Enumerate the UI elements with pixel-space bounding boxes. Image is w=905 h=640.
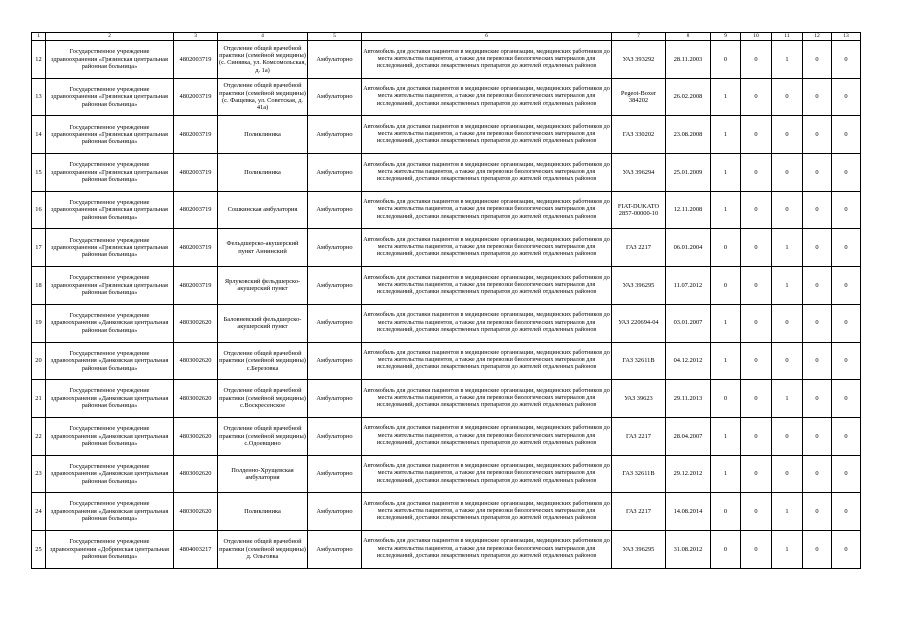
row-number: 18 (32, 267, 46, 305)
mode-cell: Амбулаторно (308, 41, 362, 79)
vehicle-model-cell: Pegeot-Boxer 384202 (612, 78, 666, 116)
mode-cell: Амбулаторно (308, 116, 362, 154)
purpose-cell: Автомобиль для доставки пациентов в медицинские организации, медицинских работников до места жительства пациентов, а также для перевозки биологических материалов для исследований, доставки лекарственных препаратов до жителей отдаленных районов (362, 154, 612, 192)
mode-cell: Амбулаторно (308, 530, 362, 568)
organization-cell: Государственное учреждение здравоохранения «Данковская центральная районная больница» (46, 304, 174, 342)
row-number: 12 (32, 41, 46, 79)
col10-cell: 0 (741, 154, 772, 192)
organization-cell: Государственное учреждение здравоохранения «Данковская центральная районная больница» (46, 493, 174, 531)
col10-cell: 0 (741, 78, 772, 116)
col12-cell: 0 (803, 229, 832, 267)
table-header-row (32, 33, 861, 41)
purpose-cell: Автомобиль для доставки пациентов в медицинские организации, медицинских работников до места жительства пациентов, а также для перевозки биологических материалов для исследований, доставки лекарственных препаратов до жителей отдаленных районов (362, 41, 612, 79)
code-cell: 4802003719 (174, 78, 218, 116)
table-row (32, 455, 861, 493)
code-cell: 4802003719 (174, 154, 218, 192)
column-header-7: 7 (612, 33, 666, 41)
row-number: 15 (32, 154, 46, 192)
department-cell: Отделение общей врачебной практики (семейной медицины) (с. Фащевка, ул. Советская, д. 41а) (218, 78, 308, 116)
col10-cell: 0 (741, 191, 772, 229)
col13-cell: 0 (832, 154, 861, 192)
col9-cell: 0 (711, 380, 741, 418)
col10-cell: 0 (741, 116, 772, 154)
table-row (32, 41, 861, 79)
col11-cell: 0 (772, 304, 803, 342)
table-row (32, 154, 861, 192)
mode-cell: Амбулаторно (308, 304, 362, 342)
col11-cell: 0 (772, 78, 803, 116)
purpose-cell: Автомобиль для доставки пациентов в медицинские организации, медицинских работников до места жительства пациентов, а также для перевозки биологических материалов для исследований, доставки лекарственных препаратов до жителей отдаленных районов (362, 304, 612, 342)
code-cell: 4803002620 (174, 380, 218, 418)
col9-cell: 1 (711, 417, 741, 455)
col9-cell: 1 (711, 191, 741, 229)
column-header-11: 11 (772, 33, 803, 41)
date-cell: 06.01.2004 (666, 229, 711, 267)
col10-cell: 0 (741, 304, 772, 342)
table-row (32, 530, 861, 568)
date-cell: 25.01.2009 (666, 154, 711, 192)
date-cell: 03.01.2007 (666, 304, 711, 342)
col12-cell: 0 (803, 41, 832, 79)
col11-cell: 1 (772, 530, 803, 568)
purpose-cell: Автомобиль для доставки пациентов в медицинские организации, медицинских работников до места жительства пациентов, а также для перевозки биологических материалов для исследований, доставки лекарственных препаратов до жителей отдаленных районов (362, 116, 612, 154)
col9-cell: 1 (711, 116, 741, 154)
department-cell: Отделение общей врачебной практики (семейной медицины) (с. Синявка, ул. Комсомольская, д. 1а) (218, 41, 308, 79)
department-cell: Поликлиника (218, 154, 308, 192)
col13-cell: 0 (832, 493, 861, 531)
table-row (32, 78, 861, 116)
organization-cell: Государственное учреждение здравоохранения «Данковская центральная районная больница» (46, 455, 174, 493)
column-header-13: 13 (832, 33, 861, 41)
col12-cell: 0 (803, 493, 832, 531)
vehicle-model-cell: ГАЗ 2217 (612, 229, 666, 267)
col10-cell: 0 (741, 41, 772, 79)
col10-cell: 0 (741, 530, 772, 568)
col12-cell: 0 (803, 455, 832, 493)
purpose-cell: Автомобиль для доставки пациентов в медицинские организации, медицинских работников до места жительства пациентов, а также для перевозки биологических материалов для исследований, доставки лекарственных препаратов до жителей отдаленных районов (362, 530, 612, 568)
table-row (32, 493, 861, 531)
purpose-cell: Автомобиль для доставки пациентов в медицинские организации, медицинских работников до места жительства пациентов, а также для перевозки биологических материалов для исследований, доставки лекарственных препаратов до жителей отдаленных районов (362, 78, 612, 116)
row-number: 25 (32, 530, 46, 568)
vehicle-model-cell: ГАЗ 330202 (612, 116, 666, 154)
vehicles-table (31, 32, 861, 569)
code-cell: 4803002620 (174, 342, 218, 380)
vehicle-model-cell: ГАЗ 32611В (612, 342, 666, 380)
col9-cell: 1 (711, 154, 741, 192)
column-header-9: 9 (711, 33, 741, 41)
organization-cell: Государственное учреждение здравоохранения «Грязинская центральная районная больница» (46, 267, 174, 305)
column-header-1: 1 (32, 33, 46, 41)
col13-cell: 0 (832, 304, 861, 342)
vehicle-model-cell: ГАЗ 32611В (612, 455, 666, 493)
department-cell: Поликлиника (218, 493, 308, 531)
date-cell: 23.08.2008 (666, 116, 711, 154)
department-cell: Полденно-Хрущевская амбулатория (218, 455, 308, 493)
col12-cell: 0 (803, 342, 832, 380)
organization-cell: Государственное учреждение здравоохранения «Грязинская центральная районная больница» (46, 116, 174, 154)
code-cell: 4802003719 (174, 267, 218, 305)
col11-cell: 0 (772, 417, 803, 455)
organization-cell: Государственное учреждение здравоохранения «Данковская центральная районная больница» (46, 342, 174, 380)
column-header-10: 10 (741, 33, 772, 41)
mode-cell: Амбулаторно (308, 229, 362, 267)
code-cell: 4803002620 (174, 304, 218, 342)
row-number: 23 (32, 455, 46, 493)
column-header-2: 2 (46, 33, 174, 41)
column-header-5: 5 (308, 33, 362, 41)
date-cell: 28.04.2007 (666, 417, 711, 455)
date-cell: 31.08.2012 (666, 530, 711, 568)
col10-cell: 0 (741, 380, 772, 418)
department-cell: Сошкинская амбулатория (218, 191, 308, 229)
col10-cell: 0 (741, 229, 772, 267)
date-cell: 04.12.2012 (666, 342, 711, 380)
department-cell: Отделение общей врачебной практики (семейной медицины) с.Березовка (218, 342, 308, 380)
mode-cell: Амбулаторно (308, 493, 362, 531)
mode-cell: Амбулаторно (308, 78, 362, 116)
purpose-cell: Автомобиль для доставки пациентов в медицинские организации, медицинских работников до места жительства пациентов, а также для перевозки биологических материалов для исследований, доставки лекарственных препаратов до жителей отдаленных районов (362, 417, 612, 455)
vehicle-model-cell: ГАЗ 2217 (612, 417, 666, 455)
column-header-6: 6 (362, 33, 612, 41)
col9-cell: 1 (711, 78, 741, 116)
purpose-cell: Автомобиль для доставки пациентов в медицинские организации, медицинских работников до места жительства пациентов, а также для перевозки биологических материалов для исследований, доставки лекарственных препаратов до жителей отдаленных районов (362, 493, 612, 531)
table-row (32, 116, 861, 154)
table-row (32, 229, 861, 267)
purpose-cell: Автомобиль для доставки пациентов в медицинские организации, медицинских работников до места жительства пациентов, а также для перевозки биологических материалов для исследований, доставки лекарственных препаратов до жителей отдаленных районов (362, 267, 612, 305)
date-cell: 28.11.2003 (666, 41, 711, 79)
col13-cell: 0 (832, 417, 861, 455)
col11-cell: 0 (772, 342, 803, 380)
col13-cell: 0 (832, 41, 861, 79)
column-header-4: 4 (218, 33, 308, 41)
col12-cell: 0 (803, 116, 832, 154)
department-cell: Баловневский фельдшерско-акушерский пункт (218, 304, 308, 342)
table-row (32, 267, 861, 305)
row-number: 14 (32, 116, 46, 154)
row-number: 20 (32, 342, 46, 380)
code-cell: 4802003719 (174, 116, 218, 154)
col10-cell: 0 (741, 493, 772, 531)
column-header-12: 12 (803, 33, 832, 41)
purpose-cell: Автомобиль для доставки пациентов в медицинские организации, медицинских работников до места жительства пациентов, а также для перевозки биологических материалов для исследований, доставки лекарственных препаратов до жителей отдаленных районов (362, 380, 612, 418)
row-number: 16 (32, 191, 46, 229)
col13-cell: 0 (832, 342, 861, 380)
col10-cell: 0 (741, 342, 772, 380)
department-cell: Отделение общей врачебной практики (семейной медицины) с.Одоевщино (218, 417, 308, 455)
col11-cell: 1 (772, 493, 803, 531)
vehicle-model-cell: УАЗ 396295 (612, 267, 666, 305)
mode-cell: Амбулаторно (308, 154, 362, 192)
mode-cell: Амбулаторно (308, 191, 362, 229)
purpose-cell: Автомобиль для доставки пациентов в медицинские организации, медицинских работников до места жительства пациентов, а также для перевозки биологических материалов для исследований, доставки лекарственных препаратов до жителей отдаленных районов (362, 455, 612, 493)
date-cell: 29.12.2012 (666, 455, 711, 493)
code-cell: 4804003217 (174, 530, 218, 568)
col13-cell: 0 (832, 116, 861, 154)
department-cell: Отделение общей врачебной практики (семейной медицины) д. Ольговка (218, 530, 308, 568)
vehicle-model-cell: УАЗ 393292 (612, 41, 666, 79)
date-cell: 29.11.2013 (666, 380, 711, 418)
col9-cell: 1 (711, 304, 741, 342)
row-number: 17 (32, 229, 46, 267)
col13-cell: 0 (832, 191, 861, 229)
organization-cell: Государственное учреждение здравоохранения «Грязинская центральная районная больница» (46, 191, 174, 229)
column-header-3: 3 (174, 33, 218, 41)
col11-cell: 1 (772, 41, 803, 79)
table-body (32, 41, 861, 569)
code-cell: 4803002620 (174, 417, 218, 455)
col12-cell: 0 (803, 380, 832, 418)
mode-cell: Амбулаторно (308, 342, 362, 380)
vehicle-model-cell: FIAT-DUKATO 2857-00000-10 (612, 191, 666, 229)
purpose-cell: Автомобиль для доставки пациентов в медицинские организации, медицинских работников до места жительства пациентов, а также для перевозки биологических материалов для исследований, доставки лекарственных препаратов до жителей отдаленных районов (362, 229, 612, 267)
code-cell: 4802003719 (174, 191, 218, 229)
row-number: 22 (32, 417, 46, 455)
col11-cell: 1 (772, 267, 803, 305)
department-cell: Поликлиника (218, 116, 308, 154)
col12-cell: 0 (803, 191, 832, 229)
organization-cell: Государственное учреждение здравоохранения «Грязинская центральная районная больница» (46, 154, 174, 192)
row-number: 24 (32, 493, 46, 531)
organization-cell: Государственное учреждение здравоохранения «Грязинская центральная районная больница» (46, 78, 174, 116)
organization-cell: Государственное учреждение здравоохранения «Добринская центральная районная больница» (46, 530, 174, 568)
date-cell: 12.11.2008 (666, 191, 711, 229)
code-cell: 4802003719 (174, 229, 218, 267)
vehicle-model-cell: ГАЗ 2217 (612, 493, 666, 531)
col13-cell: 0 (832, 455, 861, 493)
table-row (32, 380, 861, 418)
purpose-cell: Автомобиль для доставки пациентов в медицинские организации, медицинских работников до места жительства пациентов, а также для перевозки биологических материалов для исследований, доставки лекарственных препаратов до жителей отдаленных районов (362, 191, 612, 229)
department-cell: Отделение общей врачебной практики (семейной медицины) с.Воскресенское (218, 380, 308, 418)
organization-cell: Государственное учреждение здравоохранения «Грязинская центральная районная больница» (46, 229, 174, 267)
col11-cell: 1 (772, 380, 803, 418)
vehicle-model-cell: УАЗ 396294 (612, 154, 666, 192)
col9-cell: 0 (711, 530, 741, 568)
col9-cell: 1 (711, 455, 741, 493)
department-cell: Фельдшерско-акушерский пункт Аннинский (218, 229, 308, 267)
col9-cell: 0 (711, 493, 741, 531)
col9-cell: 0 (711, 229, 741, 267)
col9-cell: 0 (711, 267, 741, 305)
department-cell: Ярлуковский фельдшерско-акушерский пункт (218, 267, 308, 305)
mode-cell: Амбулаторно (308, 455, 362, 493)
mode-cell: Амбулаторно (308, 417, 362, 455)
code-cell: 4803002620 (174, 455, 218, 493)
table-row (32, 304, 861, 342)
purpose-cell: Автомобиль для доставки пациентов в медицинские организации, медицинских работников до места жительства пациентов, а также для перевозки биологических материалов для исследований, доставки лекарственных препаратов до жителей отдаленных районов (362, 342, 612, 380)
mode-cell: Амбулаторно (308, 380, 362, 418)
vehicle-model-cell: УАЗ 396295 (612, 530, 666, 568)
col11-cell: 1 (772, 229, 803, 267)
col11-cell: 0 (772, 455, 803, 493)
organization-cell: Государственное учреждение здравоохранения «Данковская центральная районная больница» (46, 417, 174, 455)
vehicle-model-cell: УАЗ 39623 (612, 380, 666, 418)
col10-cell: 0 (741, 267, 772, 305)
col11-cell: 0 (772, 191, 803, 229)
code-cell: 4803002620 (174, 493, 218, 531)
col11-cell: 0 (772, 116, 803, 154)
col10-cell: 0 (741, 455, 772, 493)
col12-cell: 0 (803, 304, 832, 342)
col12-cell: 0 (803, 530, 832, 568)
col9-cell: 1 (711, 342, 741, 380)
col13-cell: 0 (832, 530, 861, 568)
date-cell: 26.02.2008 (666, 78, 711, 116)
mode-cell: Амбулаторно (308, 267, 362, 305)
vehicle-model-cell: УАЗ 220694-04 (612, 304, 666, 342)
table-row (32, 342, 861, 380)
col11-cell: 0 (772, 154, 803, 192)
organization-cell: Государственное учреждение здравоохранения «Грязинская центральная районная больница» (46, 41, 174, 79)
code-cell: 4802003719 (174, 41, 218, 79)
row-number: 21 (32, 380, 46, 418)
col12-cell: 0 (803, 267, 832, 305)
column-header-8: 8 (666, 33, 711, 41)
col9-cell: 0 (711, 41, 741, 79)
row-number: 13 (32, 78, 46, 116)
date-cell: 14.08.2014 (666, 493, 711, 531)
row-number: 19 (32, 304, 46, 342)
col13-cell: 0 (832, 229, 861, 267)
date-cell: 11.07.2012 (666, 267, 711, 305)
col12-cell: 0 (803, 417, 832, 455)
col13-cell: 0 (832, 380, 861, 418)
col13-cell: 0 (832, 78, 861, 116)
col12-cell: 0 (803, 78, 832, 116)
col10-cell: 0 (741, 417, 772, 455)
organization-cell: Государственное учреждение здравоохранения «Данковская центральная районная больница» (46, 380, 174, 418)
table-row (32, 191, 861, 229)
col13-cell: 0 (832, 267, 861, 305)
table-row (32, 417, 861, 455)
col12-cell: 0 (803, 154, 832, 192)
